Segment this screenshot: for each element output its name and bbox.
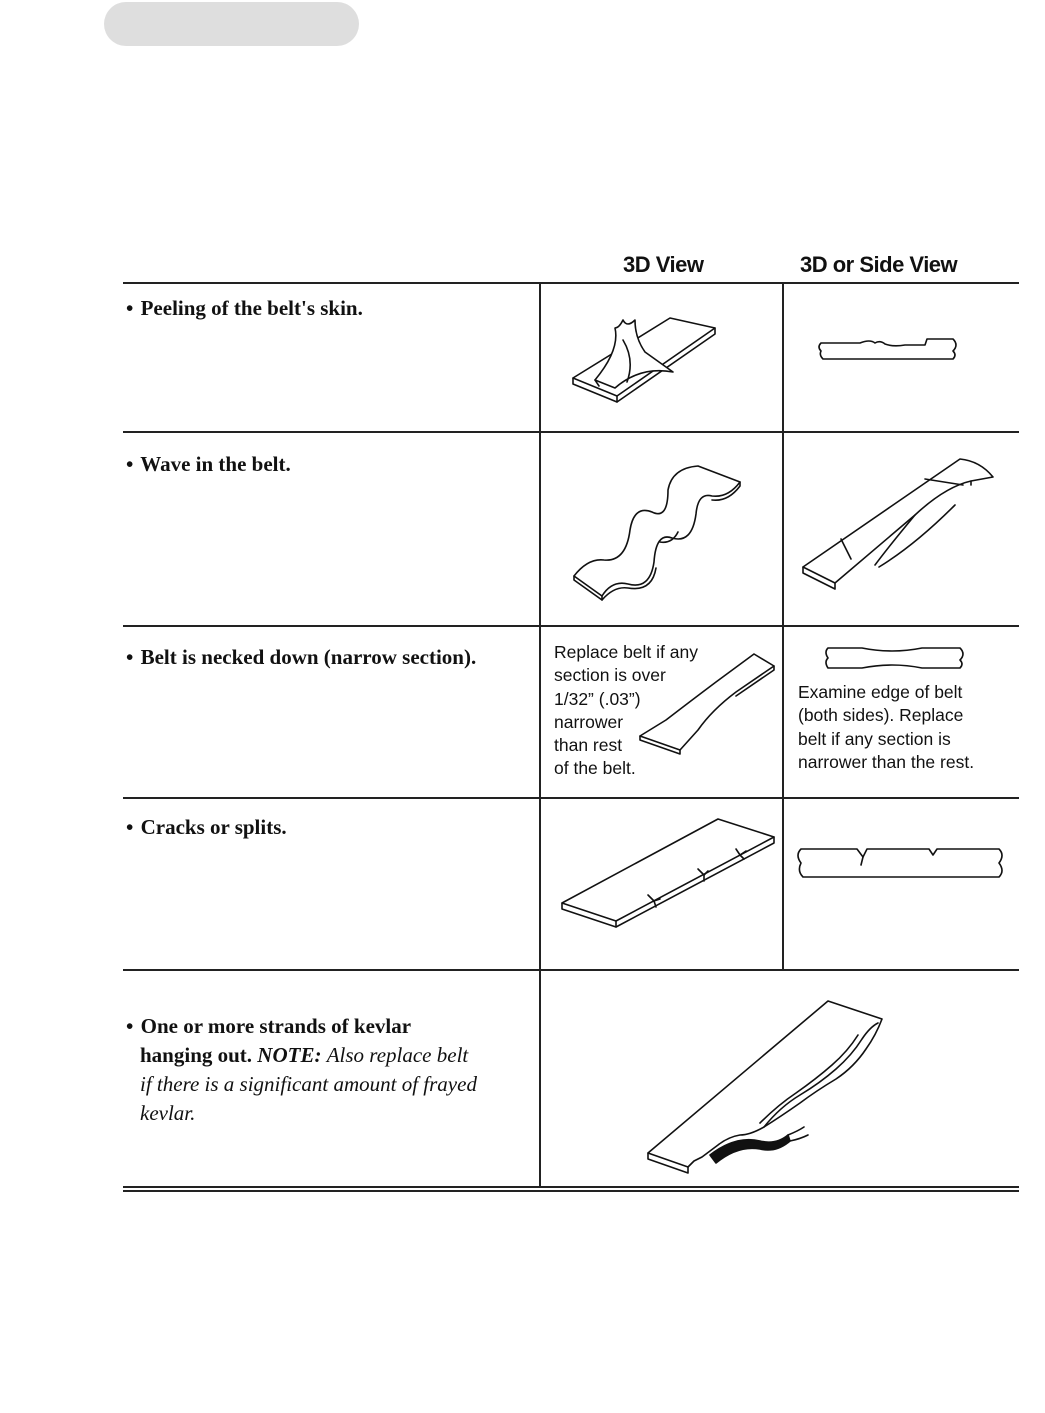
- column-header-3d-view: 3D View: [623, 252, 704, 277]
- necked-3d-figure: [636, 648, 781, 758]
- necked-side-figure: [822, 642, 967, 672]
- table-rule-top: [123, 282, 1019, 284]
- table-rule: [123, 797, 1019, 799]
- wave-3d-figure: [568, 460, 748, 600]
- issue-row-necked-down: • Belt is necked down (narrow section).: [126, 645, 477, 669]
- cracks-side-figure: [795, 845, 1005, 881]
- necked-side-note: Examine edge of belt (both sides). Replace belt if any section is narrower than the rest.: [798, 682, 975, 772]
- table-rule: [123, 431, 1019, 433]
- cracks-3d-figure: [558, 815, 783, 930]
- kevlar-3d-figure: [640, 995, 900, 1185]
- peeling-side-figure: [815, 335, 960, 365]
- table-rule-bottom-double: [123, 1190, 1019, 1192]
- wave-side-figure: [795, 455, 995, 590]
- issue-row-kevlar: • One or more strands of kevlar hanging out. NOTE: Also replace belt if there is a significant amount of frayed kevlar.: [126, 1014, 477, 1125]
- peeling-3d-figure: [565, 300, 735, 415]
- column-header-side-view: 3D or Side View: [800, 252, 958, 277]
- header-tab-pill: [104, 2, 359, 46]
- table-rule: [123, 969, 1019, 971]
- table-rule-bottom: [123, 1186, 1019, 1188]
- issue-row-peeling: • Peeling of the belt's skin.: [126, 296, 363, 320]
- table-rule: [123, 625, 1019, 627]
- issue-row-wave: • Wave in the belt.: [126, 452, 291, 476]
- issue-row-cracks: • Cracks or splits.: [126, 815, 287, 839]
- necked-3d-note: Replace belt if any section is over 1/32” (.03”) narrower than rest of the belt.: [554, 642, 698, 779]
